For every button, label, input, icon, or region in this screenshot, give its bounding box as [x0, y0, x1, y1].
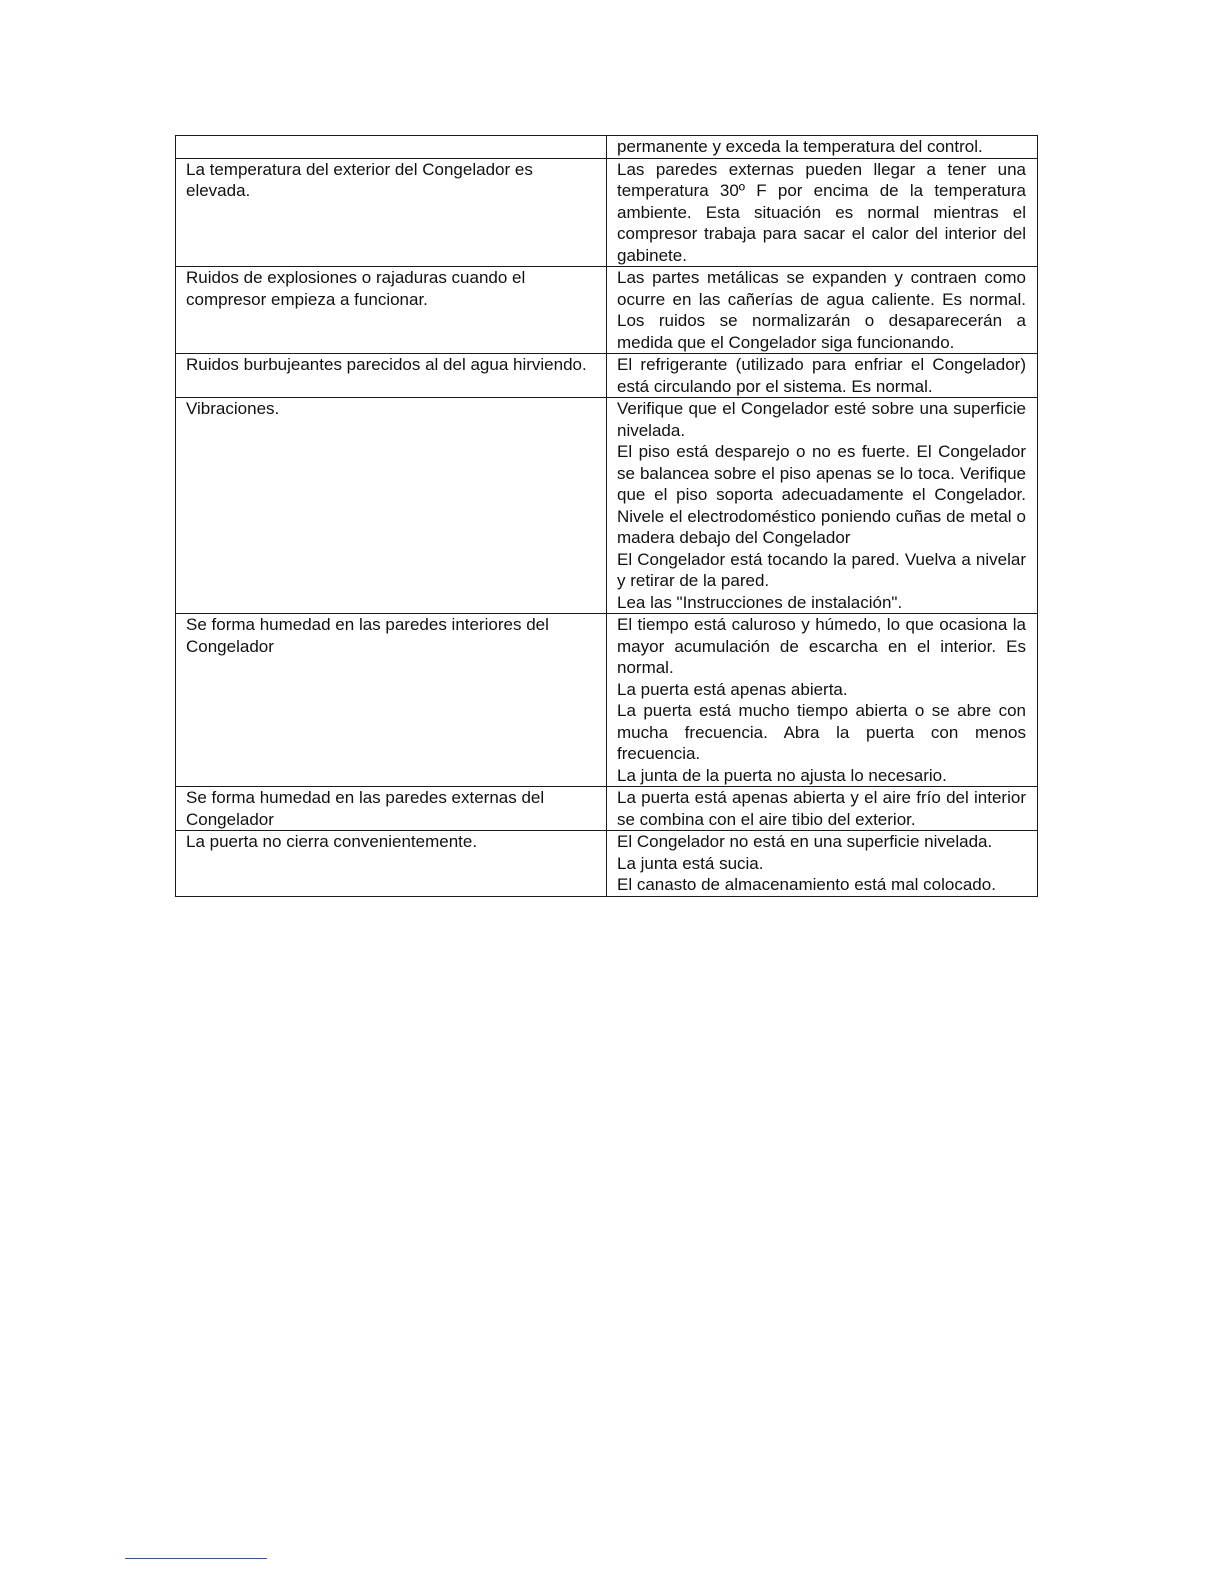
solution-text: El Congelador está tocando la pared. Vuelva a nivelar y retirar de la pared. — [617, 549, 1026, 590]
solution-cell — [607, 398, 1038, 614]
solution-cell — [607, 158, 1038, 267]
solution-text: El piso está desparejo o no es fuerte. El Congelador se balancea sobre el piso apenas se lo toca. Verifique que el piso soporta adecuadamente el Congelador. Nivele el electrodoméstico poniendo cuñas de metal o madera debajo del Congelador — [617, 442, 1026, 547]
solution-cell — [607, 831, 1038, 897]
problem-cell — [176, 136, 607, 159]
solution-text: El tiempo está caluroso y húmedo, lo que ocasiona la mayor acumulación de escarcha en el interior. Es normal. — [617, 615, 1026, 677]
table-row — [176, 398, 1038, 614]
solution-text: Verifique que el Congelador esté sobre una superficie nivelada. — [617, 399, 1026, 440]
solution-text: permanente y exceda la temperatura del control. — [617, 137, 983, 156]
solution-text: El refrigerante (utilizado para enfriar el Congelador) está circulando por el sistema. Es normal. — [617, 355, 1026, 396]
solution-text: La puerta está mucho tiempo abierta o se abre con mucha frecuencia. Abra la puerta con menos frecuencia. — [617, 701, 1026, 763]
solution-text: La puerta está apenas abierta. — [617, 679, 848, 699]
problem-text: Ruidos de explosiones o rajaduras cuando el compresor empieza a funcionar. — [186, 268, 526, 309]
table-row — [176, 267, 1038, 354]
problem-text: Se forma humedad en las paredes interiores del Congelador — [186, 615, 549, 656]
solution-text: La junta está sucia. — [617, 853, 764, 873]
problem-text: Se forma humedad en las paredes externas del Congelador — [186, 788, 545, 829]
problem-cell — [176, 831, 607, 897]
table-body — [176, 136, 1038, 897]
problem-cell — [176, 267, 607, 354]
problem-text: Vibraciones. — [186, 399, 280, 418]
problem-cell — [176, 158, 607, 267]
problem-text: La temperatura del exterior del Congelador es elevada. — [186, 159, 533, 200]
problem-text: Ruidos burbujeantes parecidos al del agua hirviendo. — [186, 355, 587, 374]
solution-cell — [607, 136, 1038, 159]
table-row — [176, 614, 1038, 787]
solution-cell — [607, 787, 1038, 831]
solution-cell — [607, 354, 1038, 398]
solution-text: La puerta está apenas abierta y el aire frío del interior se combina con el aire tibio del exterior. — [617, 788, 1026, 829]
problem-cell — [176, 398, 607, 614]
table-row — [176, 354, 1038, 398]
problem-cell — [176, 787, 607, 831]
solution-text: Las partes metálicas se expanden y contraen como ocurre en las cañerías de agua caliente. Es normal. Los ruidos se normalizarán o desaparecerán a medida que el Congelador siga funcionando. — [617, 268, 1026, 352]
solution-cell — [607, 614, 1038, 787]
solution-cell — [607, 267, 1038, 354]
troubleshooting-table — [175, 135, 1038, 897]
problem-cell — [176, 614, 607, 787]
problem-cell — [176, 354, 607, 398]
table-row — [176, 831, 1038, 897]
solution-text: El canasto de almacenamiento está mal colocado. — [617, 875, 996, 894]
table-row — [176, 136, 1038, 159]
solution-text: La junta de la puerta no ajusta lo necesario. — [617, 765, 947, 785]
table-row — [176, 158, 1038, 267]
solution-text: Las paredes externas pueden llegar a tener una temperatura 30º F por encima de la temperatura ambiente. Esta situación es normal mientras el compresor trabaja para sacar el calor del interior del gabinete. — [617, 159, 1026, 265]
table-row — [176, 787, 1038, 831]
solution-text: El Congelador no está en una superficie nivelada. — [617, 832, 993, 851]
solution-text: Lea las "Instrucciones de instalación". — [617, 592, 903, 612]
footnote-separator — [125, 1558, 267, 1559]
problem-text: La puerta no cierra convenientemente. — [186, 832, 478, 851]
